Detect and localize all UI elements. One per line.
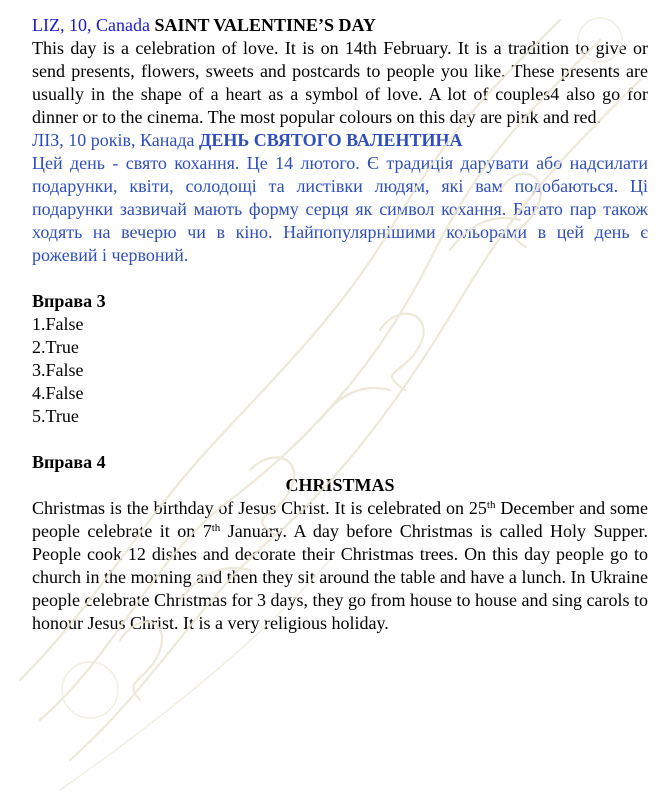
- document-content: [32, 14, 648, 635]
- answer-item: 1.False: [32, 314, 84, 334]
- ordinal-suffix: th: [486, 499, 496, 511]
- exercise-3-answers: [32, 313, 648, 428]
- christmas-text-part: January. A day before Christmas is called Holy Supper. People cook 12 dishes and decorate their Christmas trees. On this day people go to church in the morning and then they sit around the table and have a lunch. In Ukraine people celebrate Christmas for 3 days, they go from house to house and sing carols to honour Jesus Christ. It is a very religious holiday.: [32, 521, 648, 633]
- english-author: LIZ, 10, Canada: [32, 15, 150, 35]
- english-text: This day is a celebration of love. It is on 14th February. It is a tradition to give or send presents, flowers, sweets and postcards to people you like. These presents are usually in the shape of a heart as a symbol of love. A lot of couples4 also go for dinner or to the cinema. The most popular colours on this day are pink and red.: [32, 38, 648, 127]
- christmas-title: CHRISTMAS: [285, 475, 395, 495]
- ukrainian-title: ДЕНЬ СВЯТОГО ВАЛЕНТИНА: [199, 130, 463, 150]
- ukrainian-section: [32, 129, 648, 267]
- ukrainian-author: ЛІЗ, 10 років, Канада: [32, 130, 195, 150]
- answer-item: 3.False: [32, 360, 84, 380]
- christmas-text-part: December and some people celebrate it on 7: [32, 498, 649, 541]
- spacer: [32, 428, 648, 451]
- christmas-text-part: Christmas is the birthday of Jesus Christ. It is celebrated on 25: [32, 498, 487, 518]
- exercise-4-heading: Вправа 4: [32, 452, 106, 472]
- ukrainian-text: Цей день - свято кохання. Це 14 лютого. Є традиція дарувати або надсилати подарунки, квіти, солодощі та листівки людям, які вам подобаються. Ці подарунки зазвичай мають форму серця як символ кохання. Багато пар також ходять на вечерю чи в кіно. Найпопулярнішими кольорами в цей день є рожевий і червоний.: [32, 153, 648, 265]
- spacer: [32, 267, 648, 290]
- answer-item: 5.True: [32, 406, 79, 426]
- english-title: SAINT VALENTINE’S DAY: [154, 15, 376, 35]
- answer-item: 4.False: [32, 383, 84, 403]
- christmas-text: [32, 497, 648, 635]
- english-section: [32, 14, 648, 129]
- answer-item: 2.True: [32, 337, 79, 357]
- ordinal-suffix: th: [211, 522, 221, 534]
- exercise-3-heading: Вправа 3: [32, 291, 106, 311]
